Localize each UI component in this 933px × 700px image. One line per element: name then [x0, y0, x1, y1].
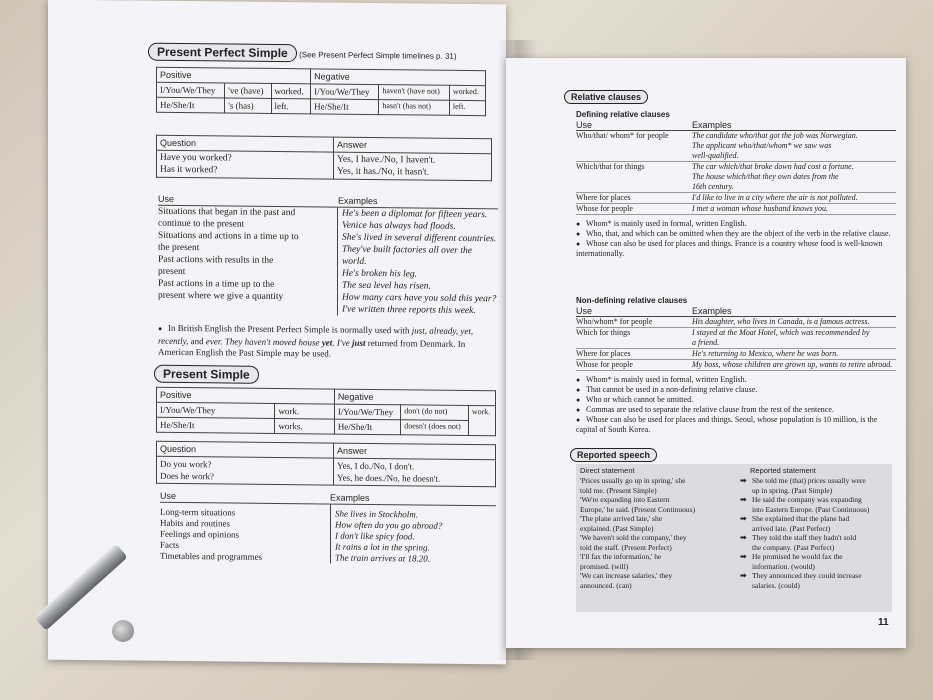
ps-pos-verb1: work.: [275, 403, 334, 419]
pps-use-item: the present: [158, 242, 200, 254]
rc-row-example-line: I stayed at the Moat Hotel, which was recommended by: [692, 328, 870, 337]
rs-row: [580, 552, 888, 571]
rc-note: [576, 405, 896, 415]
rs-direct-line: 'The plane arrived late,' she: [580, 514, 663, 523]
rs-reported: [752, 514, 849, 533]
rc-row-examples: [692, 317, 869, 327]
ps-use-item: Facts: [160, 539, 179, 550]
rc-row: [576, 162, 896, 193]
ps-uses-list: [160, 503, 331, 564]
rs-reported: [752, 476, 866, 495]
ps-use-item: Long-term situations: [160, 506, 236, 518]
pps-negative-label: Negative: [311, 69, 486, 86]
rs-reported-line: He promised he would fax the: [752, 552, 843, 561]
rc-nondef-rows: [576, 317, 896, 371]
ps-forms-table: [156, 387, 496, 437]
rs-direct-line: 'We haven't sold the company,' they: [580, 533, 687, 542]
rc-row-examples: [692, 328, 869, 348]
rc-def-notes: [576, 219, 896, 259]
rc-row-example-line: The car which/that broke down had cost a fortune.: [692, 162, 854, 171]
rs-reported-line: She explained that the plane had: [752, 514, 850, 523]
rc-row-example-line: The candidate who/that got the job was Norwegian.: [692, 131, 858, 140]
rc-note-text: Whom* is mainly used in formal, written English.: [586, 219, 747, 228]
pps-pos-subj1: I/You/We/They: [157, 82, 225, 98]
rs-reported-line: They told the staff they hadn't sold: [752, 533, 857, 542]
pps-pos-verb: worked.: [271, 83, 311, 98]
bullet-icon: [576, 405, 586, 414]
ps-a1: Yes, I do./No, I don't.: [337, 460, 415, 472]
rs-reported-line: information. (would): [752, 561, 815, 571]
pps-use-section: [158, 193, 498, 318]
pps-qa-table: [156, 135, 492, 182]
ps-neg-subj1: I/You/We/They: [334, 404, 400, 420]
ps-neg-verb: work.: [468, 406, 495, 436]
pps-a1: Yes, I have./No, I haven't.: [337, 154, 436, 166]
rc-nondefining-section: [576, 296, 896, 435]
rs-reported-line: into Eastern Europe. (Past Continuous): [752, 504, 870, 514]
ps-example-item: It rains a lot in the spring.: [335, 541, 430, 553]
rc-row-examples: [692, 131, 858, 161]
pps-use-item: present where we give a quantity: [158, 290, 284, 303]
rs-reported-line: arrived late. (Past Perfect): [752, 523, 831, 533]
rs-reported: [752, 495, 869, 514]
rc-row-example-line: well-qualified.: [692, 151, 739, 160]
rs-rows: [580, 476, 888, 590]
rc-row-example-line: My boss, whose children are grown up, wants to retire abroad.: [692, 360, 893, 369]
rc-row: [576, 349, 896, 360]
rc-row-use: Where for places: [576, 193, 631, 202]
pps-use-item: Past actions with results in the: [158, 254, 274, 266]
rs-direct-line: Europe,' he said. (Present Continuous): [580, 504, 696, 514]
bullet-icon: [158, 323, 168, 333]
rc-note-text: Who, that, and which can be omitted when they are the object of the verb in the relative clause.: [586, 229, 891, 238]
pps-example-item: The sea level has risen.: [341, 280, 431, 292]
rs-reported: [752, 571, 862, 590]
ps-q2: Does he work?: [160, 470, 214, 482]
ps-title: Present Simple: [154, 365, 259, 384]
rc-row: [576, 131, 896, 162]
rc-row: [576, 204, 896, 215]
page-number: 11: [878, 617, 889, 628]
rc-header: [564, 90, 648, 104]
rs-row: [580, 514, 888, 533]
pps-use-label: Use: [158, 193, 175, 204]
pps-answers: [334, 152, 492, 181]
rc-row-example-line: 16th century.: [692, 182, 734, 191]
ps-use-label: Use: [160, 490, 177, 501]
ps-neg-aux2: doesn't (does not): [401, 420, 469, 436]
rs-header: [570, 448, 657, 462]
pps-neg-subj1: I/You/We/They: [311, 84, 379, 100]
ps-use-item: Habits and routines: [160, 517, 230, 529]
pps-a2: Yes, it has./No, it hasn't.: [337, 166, 430, 178]
rc-nondef-heading: Non-defining relative clauses: [576, 296, 688, 305]
pps-note-text-1: In British English the Present Perfect Simple is normally used with: [168, 322, 412, 336]
pps-note-text-5: returned from Denmark. In American English the Past Simple may be used.: [158, 337, 466, 359]
rc-row-use: Which for things: [576, 328, 631, 337]
rs-direct-line: explained. (Past Simple): [580, 523, 654, 533]
rs-reported-line: the company. (Past Perfect): [752, 542, 835, 552]
pps-uses-list: [158, 206, 338, 316]
pps-q1: Have you worked?: [160, 152, 232, 164]
rc-def-examples-label: Examples: [692, 120, 732, 130]
pps-examples-label: Examples: [338, 195, 378, 207]
rs-reported-line: They announced they could increase: [752, 571, 862, 580]
rc-note-text: Commas are used to separate the relative clause from the rest of the sentence.: [586, 405, 834, 414]
rc-row-use: Who/whom* for people: [576, 317, 653, 326]
rs-direct-line: 'We can increase salaries,' they: [580, 571, 673, 580]
rs-direct: [580, 571, 740, 590]
pps-example-item: How many cars have you sold this year?: [341, 292, 497, 305]
ps-q1: Do you work?: [160, 458, 212, 470]
rc-defining-heading: Defining relative clauses: [576, 110, 670, 119]
ps-header: [154, 365, 259, 384]
ps-positive-label: Positive: [157, 387, 335, 404]
rc-row-examples: [692, 349, 838, 359]
rc-row-example-line: The house which/that they own dates from the: [692, 172, 839, 181]
pps-use-item: continue to the present: [158, 218, 245, 230]
pps-header: [148, 43, 508, 65]
pps-forms-table: [156, 67, 486, 116]
rc-note: [576, 239, 896, 259]
rs-direct: [580, 533, 740, 552]
rc-row: [576, 360, 896, 371]
rc-row-use: Whose for people: [576, 360, 633, 369]
rc-row-use: Who/that/ whom* for people: [576, 131, 669, 140]
pps-example-item: He's broken his leg.: [341, 268, 417, 280]
rc-note: [576, 385, 896, 395]
rc-row-use: Which/that for things: [576, 162, 645, 171]
rc-title: Relative clauses: [564, 90, 648, 104]
pps-use-item: present: [158, 266, 186, 278]
rs-direct: [580, 514, 740, 533]
rs-reported: [752, 552, 843, 571]
bullet-icon: [576, 415, 586, 424]
right-page: [506, 58, 906, 648]
rc-row: [576, 328, 896, 349]
ps-neg-aux1: don't (do not): [401, 405, 469, 421]
rs-row: [580, 571, 888, 590]
pen-cap: [112, 620, 134, 642]
rc-row-examples: [692, 162, 854, 192]
rc-note-text: That cannot be used in a non-defining relative clause.: [586, 385, 758, 394]
pps-note-text-3: . They haven't moved house: [220, 335, 322, 347]
pps-example-item: Venice has always had floods.: [341, 220, 456, 232]
pps-pos-aux1: 've (have): [225, 83, 271, 98]
pps-note-ever: ever: [205, 335, 221, 346]
pps-neg-verb2: left.: [449, 100, 485, 115]
rc-row-examples: [692, 204, 828, 214]
arrow-right-icon: ➡: [740, 533, 747, 542]
pps-pos-subj2: He/She/It: [157, 97, 225, 113]
rs-direct-line: announced. (can): [580, 580, 632, 590]
pps-pos-verb2: left.: [271, 98, 311, 113]
arrow-right-icon: ➡: [740, 552, 747, 561]
rc-note: [576, 395, 896, 405]
pps-questions: [157, 150, 334, 179]
pps-example-item: He's been a diplomat for fifteen years.: [341, 208, 488, 221]
rc-row: [576, 193, 896, 204]
pps-note-yet: yet: [321, 336, 333, 348]
pps-use-item: Situations and actions in a time up to: [158, 230, 299, 243]
rs-direct-line: 'Prices usually go up in spring,' she: [580, 476, 686, 485]
pps-neg-verb: worked.: [449, 85, 485, 100]
rs-direct-label: Direct statement: [580, 466, 635, 475]
rc-nondef-examples-label: Examples: [692, 306, 732, 316]
rc-note-text: Whom* is mainly used in formal, written English.: [586, 375, 747, 384]
rc-note: [576, 219, 896, 229]
rc-note: [576, 415, 896, 435]
rc-note: [576, 229, 896, 239]
ps-examples-label: Examples: [330, 492, 370, 503]
pps-example-item: They've built factories all over the world.: [341, 244, 472, 267]
pps-example-item: She's lived in several different countries.: [341, 232, 497, 245]
ps-pos-verb2: works.: [275, 418, 334, 434]
rc-row-example-line: He's returning to Mexico, where he was born.: [692, 349, 839, 358]
rs-reported-line: up in spring. (Past Simple): [752, 485, 833, 495]
bullet-icon: [576, 375, 586, 384]
rc-row-example-line: His daughter, who lives in Canada, is a famous actress.: [692, 317, 870, 326]
rc-row-example-line: I met a woman whose husband knows you.: [692, 204, 828, 213]
ps-negative-label: Negative: [334, 389, 495, 406]
rs-reported-line: She told me (that) prices usually were: [752, 476, 866, 485]
ps-example-item: I don't like spicy food.: [335, 530, 415, 542]
rc-row-example-line: a friend.: [692, 338, 720, 347]
ps-examples-list: [331, 505, 442, 565]
rc-note-text: Whose can also be used for places and things. Seoul, whose population is 10 million, is the capital of South Korea.: [576, 415, 878, 434]
rs-direct-line: 'I'll fax the information,' he: [580, 552, 662, 561]
rc-row-example-line: The applicant who/that/whom* we saw was: [692, 141, 832, 150]
pps-note-text-2: and: [188, 335, 206, 346]
pps-example-item: I've written three reports this week.: [341, 304, 476, 317]
ps-questions: [157, 456, 334, 485]
pps-see-note: (See Present Perfect Simple timelines p. 31): [299, 50, 457, 61]
pps-neg-aux2: hasn't (has not): [379, 100, 449, 116]
arrow-right-icon: ➡: [740, 476, 747, 485]
rc-defining-section: [576, 110, 896, 259]
ps-pos-subj1: I/You/We/They: [157, 402, 275, 418]
rs-reported-label: Reported statement: [750, 466, 816, 475]
rs-row: [580, 533, 888, 552]
ps-pos-subj2: He/She/It: [157, 417, 275, 433]
bullet-icon: [576, 219, 586, 228]
rs-direct-line: promised. (will): [580, 561, 629, 571]
rs-row: [580, 476, 888, 495]
ps-example-item: How often do you go abroad?: [335, 519, 443, 531]
rs-reported-line: He said the company was expanding: [752, 495, 862, 504]
rs-reported-line: salaries. (could): [752, 580, 800, 590]
ps-use-item: Feelings and opinions: [160, 528, 239, 540]
pps-q2: Has it worked?: [160, 164, 218, 176]
rc-row-examples: [692, 360, 892, 370]
pps-note-just2: just: [351, 337, 366, 348]
pps-positive-label: Positive: [157, 67, 311, 84]
ps-use-item: Timetables and programmes: [160, 550, 263, 562]
rs-reported: [752, 533, 856, 552]
pps-note-text-4: . I've: [332, 337, 352, 348]
rc-row-examples: [692, 193, 858, 203]
pps-question-label: Question: [157, 135, 334, 152]
arrow-right-icon: ➡: [740, 571, 747, 580]
rc-nondef-notes: [576, 375, 896, 435]
rc-note: [576, 375, 896, 385]
rc-row: [576, 317, 896, 328]
pps-pos-aux2: 's (has): [225, 98, 271, 113]
ps-question-label: Question: [157, 441, 334, 458]
bullet-icon: [576, 239, 586, 248]
rs-direct: [580, 495, 740, 514]
rs-title: Reported speech: [570, 448, 657, 462]
ps-example-item: The train arrives at 18.20.: [335, 552, 431, 564]
rs-direct-line: told the staff. (Present Perfect): [580, 542, 672, 552]
pps-neg-aux1: haven't (have not): [379, 85, 449, 101]
rc-note-text: Who or which cannot be omitted.: [586, 395, 694, 404]
ps-use-section: [160, 491, 496, 566]
rc-note-text: Whose can also be used for places and things. France is a country whose food is well-known internationally.: [576, 239, 883, 258]
rs-direct: [580, 552, 740, 571]
pps-neg-subj2: He/She/It: [311, 99, 379, 115]
ps-example-item: She lives in Stockholm.: [335, 508, 418, 520]
ps-qa-table: [156, 441, 496, 488]
ps-neg-subj2: He/She/It: [334, 419, 400, 435]
pps-answer-label: Answer: [334, 137, 492, 154]
rc-row-example-line: I'd like to live in a city where the air is not polluted.: [692, 193, 858, 202]
arrow-right-icon: ➡: [740, 495, 747, 504]
bullet-icon: [576, 385, 586, 394]
rs-table: [576, 464, 892, 612]
bullet-icon: [576, 229, 586, 238]
ps-a2: Yes, he does./No, he doesn't.: [337, 472, 441, 484]
pps-note: [158, 323, 498, 362]
rc-row-use: Where for places: [576, 349, 631, 358]
pps-examples-list: [338, 208, 498, 318]
pps-use-item: Situations that began in the past and: [158, 206, 296, 219]
ps-answers: [334, 458, 496, 487]
rs-direct-line: told me. (Present Simple): [580, 485, 657, 495]
rc-def-rows: [576, 131, 896, 215]
pps-use-item: Past actions in a time up to the: [158, 278, 275, 290]
rs-direct-line: 'We're expanding into Eastern: [580, 495, 670, 504]
open-book: [40, 0, 910, 668]
rc-row-use: Whose for people: [576, 204, 633, 213]
ps-answer-label: Answer: [334, 443, 496, 460]
pps-title: Present Perfect Simple: [148, 43, 297, 63]
pps-note-just: just, already, yet, recently,: [158, 325, 474, 346]
rs-direct: [580, 476, 740, 495]
rc-nondef-use-label: Use: [576, 306, 593, 316]
arrow-right-icon: ➡: [740, 514, 747, 523]
rc-def-use-label: Use: [576, 120, 593, 130]
bullet-icon: [576, 395, 586, 404]
rs-row: [580, 495, 888, 514]
